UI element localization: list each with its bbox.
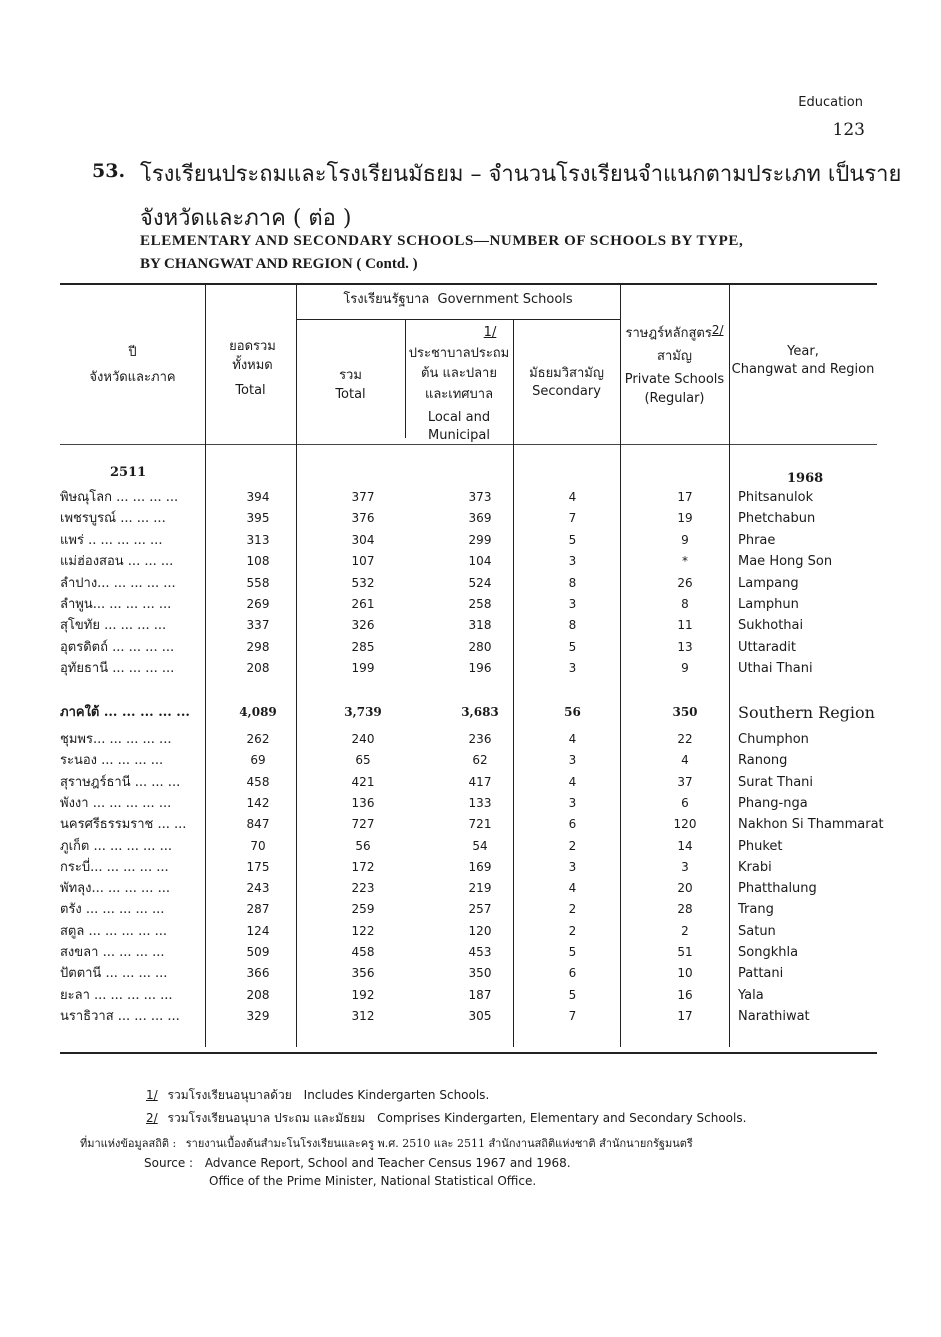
row-province-en: Phang-nga [738,795,808,811]
row-province-th: สุโขทัย ... ... ... ... [60,618,167,634]
row-private: 16 [677,987,693,1002]
title-english-line2: BY CHANGWAT AND REGION ( Contd. ) [140,256,418,272]
row-province-th: ปัตตานี ... ... ... ... [60,966,168,982]
row-province-th: ชุมพร... ... ... ... ... [60,732,172,747]
row-private: 11 [677,618,693,633]
header-secondary-en: Secondary [532,384,601,399]
row-total: 458 [246,774,270,789]
row-province-th: ตรัง ... ... ... ... ... [60,902,165,918]
footnote-1-th: รวมโรงเรียนอนุบาลด้วย [167,1088,292,1102]
source-english-line2: Office of the Prime Minister, National Statistical Office. [209,1174,537,1188]
row-total: 262 [246,732,270,746]
header-secondary-th: มัธยมวิสามัญ [529,366,604,381]
row-province-en: Phatthalung [738,881,817,897]
row-private: 26 [677,575,693,590]
row-local: 318 [468,618,492,633]
row-total: 4,089 [239,705,277,719]
row-province-en: Mae Hong Son [738,554,833,570]
row-local: 133 [468,795,492,810]
row-secondary: 5 [568,945,577,959]
row-province-en: Lamphun [738,597,799,612]
row-local: 257 [468,902,492,917]
row-total: 509 [246,945,270,959]
row-gov-total: 223 [351,881,375,896]
row-local: 258 [468,597,492,611]
row-local: 373 [468,490,492,504]
header-gov-total-en: Total [335,387,366,402]
row-province-en: Songkhla [738,945,799,960]
row-secondary: 7 [568,511,577,526]
row-private: 19 [677,511,693,526]
row-province-en: Trang [738,902,774,918]
gov-group-th-label: โรงเรียนรัฐบาล [343,292,430,307]
row-private: 6 [681,795,689,810]
row-province-th: สตูล ... ... ... ... ... [60,923,167,939]
row-total: 208 [246,987,270,1002]
row-total: 847 [246,817,270,832]
row-province-en: Sukhothai [738,618,804,634]
row-private: 13 [677,639,693,654]
row-local: 120 [468,923,492,938]
row-total: 558 [246,575,270,590]
row-secondary: 4 [568,490,577,504]
header-local-note: 1/ [483,325,497,340]
row-private: 2 [681,923,689,938]
row-secondary: 3 [568,554,577,569]
title-thai-line1: โรงเรียนประถมและโรงเรียนมัธยม – จำนวนโรงเรียนจำแนกตามประเภท เป็นราย [140,162,902,187]
row-local: 280 [468,639,492,654]
row-total: 70 [250,838,266,853]
row-secondary: 4 [568,881,577,896]
footnote-2-en: Comprises Kindergarten, Elementary and Secondary Schools. [377,1111,747,1125]
row-private: 10 [677,966,693,981]
section-label: Education [798,95,863,110]
title-thai-line2: จังหวัดและภาค ( ต่อ ) [140,206,352,231]
row-private: 350 [672,705,698,719]
header-grand-total-en: Total [235,383,266,398]
table-top-rule [60,283,877,285]
row-gov-total: 377 [351,490,375,504]
row-total: 329 [246,1008,270,1023]
row-gov-total: 122 [351,923,375,938]
row-gov-total: 312 [351,1008,375,1023]
row-province-en: Chumphon [738,732,809,747]
row-province-th: นครศรีธรรมราช ... ... [60,817,187,833]
row-secondary: 5 [568,639,577,654]
header-private-th2: สามัญ [657,349,692,364]
row-province-en: Krabi [738,859,772,875]
row-total: 69 [250,753,266,768]
row-secondary: 2 [568,902,577,917]
table-bottom-rule [60,1052,877,1054]
header-local-th1: ประชาบาลประถม [408,346,510,361]
row-secondary: 4 [568,732,577,746]
title-english-line1: ELEMENTARY AND SECONDARY SCHOOLS—NUMBER OF SCHOOLS BY TYPE, [140,233,744,249]
row-province-th: พังงา ... ... ... ... ... [60,795,172,811]
row-total: 243 [246,881,270,896]
row-province-en: Yala [738,987,764,1003]
row-province-en: Satun [738,923,776,939]
row-local: 169 [468,859,492,874]
row-gov-total: 458 [351,945,375,959]
row-local: 721 [468,817,492,832]
row-private: 120 [673,817,697,832]
row-secondary: 7 [568,1008,577,1023]
row-secondary: 4 [568,774,577,789]
row-total: 366 [246,966,270,981]
row-province-en: Phrae [738,532,776,548]
row-local: 104 [468,554,492,569]
row-province-th: ลำพูน... ... ... ... ... [60,597,172,612]
row-province-th: นราธิวาส ... ... ... ... [60,1008,180,1024]
header-local-en1: Local and [427,410,491,425]
row-private: 37 [677,774,693,789]
source-english-text1: Advance Report, School and Teacher Census 1967 and 1968. [204,1156,571,1170]
row-gov-total: 107 [351,554,375,569]
row-gov-total: 356 [351,966,375,981]
row-secondary: 3 [568,597,577,611]
source-english-label: Source : [144,1156,194,1170]
header-local-th2: ต้น และปลาย [421,366,497,381]
row-province-en: Nakhon Si Thammarat [738,817,884,833]
row-private: 3 [681,859,689,874]
footnote-1-en: Includes Kindergarten Schools. [303,1088,490,1102]
header-grand-total-th: ยอดรวมทั้งหมด [229,339,276,373]
header-private-th1 [620,321,729,343]
row-province-en: Uttaradit [738,639,796,655]
row-gov-total: 136 [351,795,375,810]
row-province-th: อุตรดิตถ์ ... ... ... ... [60,639,175,655]
row-secondary: 6 [568,817,577,832]
row-province-th: แม่ฮ่องสอน ... ... ... [60,554,174,570]
row-local: 417 [468,774,492,789]
row-province-en: Pattani [738,966,784,982]
row-gov-total: 192 [351,987,375,1002]
row-province-th: ลำปาง... ... ... ... ... [60,575,176,591]
row-secondary: 3 [568,753,577,768]
row-province-en: Southern Region [738,703,875,722]
row-province-en: Uthai Thani [738,661,813,677]
row-private: 17 [677,1008,693,1023]
row-secondary: 5 [568,987,577,1002]
row-private: 51 [677,945,693,959]
footnote-2-th: รวมโรงเรียนอนุบาล ประถม และมัธยม [167,1111,366,1125]
row-private: 20 [677,881,693,896]
row-province-en: Ranong [738,753,788,769]
row-gov-total: 240 [351,732,375,746]
row-province-th: ภาคใต้ ... ... ... ... ... [60,705,190,720]
row-secondary: 8 [568,618,577,633]
row-gov-total: 376 [351,511,375,526]
row-total: 298 [246,639,270,654]
row-gov-total: 3,739 [344,705,382,719]
row-province-th: พัทลุง... ... ... ... ... [60,881,170,897]
row-gov-total: 532 [351,575,375,590]
row-province-th: แพร่ .. ... ... ... ... [60,532,163,548]
source-thai-text: รายงานเบื้องต้นสำมะโนโรงเรียนและครู พ.ศ. 2510 และ 2511 สำนักงานสถิติแห่งชาติ สำนักนายกรัฐมนตรี [185,1137,693,1150]
row-province-th: เพชรบูรณ์ ... ... ... [60,511,166,527]
row-total: 287 [246,902,270,917]
row-gov-total: 261 [351,597,375,611]
private-note: 2/ [711,323,724,337]
row-province-th: กระบี่... ... ... ... ... [60,859,169,875]
row-local: 453 [468,945,492,959]
row-local: 350 [468,966,492,981]
header-region-en: Changwat and Region [731,362,875,377]
row-private: * [682,554,688,569]
row-secondary: 5 [568,532,577,547]
row-total: 208 [246,661,270,676]
gov-group-en-label: Government Schools [437,292,573,307]
row-province-th: พิษณุโลก ... ... ... ... [60,490,179,505]
row-province-en: Lampang [738,575,799,591]
header-gov-total-th: รวม [339,368,362,383]
row-local: 236 [468,732,492,746]
row-secondary: 3 [568,859,577,874]
row-total: 269 [246,597,270,611]
row-local: 3,683 [461,705,499,719]
row-gov-total: 56 [355,838,371,853]
row-private: 9 [681,661,689,676]
source-english [144,1156,571,1170]
row-total: 394 [246,490,270,504]
source-thai [80,1134,693,1152]
year-th-label: 2511 [110,465,147,480]
row-gov-total: 421 [351,774,375,789]
footnote-1-mark: 1/ [146,1088,158,1102]
footnote-1 [146,1086,489,1105]
table-number: 53. [92,160,126,182]
footnote-2 [146,1109,746,1128]
header-local-th3: และเทศบาล [424,387,494,402]
gov-group-underline [296,319,620,320]
row-secondary: 8 [568,575,577,590]
row-total: 142 [246,795,270,810]
row-private: 14 [677,838,693,853]
row-province-th: สงขลา ... ... ... ... [60,945,165,960]
row-total: 313 [246,532,270,547]
row-local: 305 [468,1008,492,1023]
row-secondary: 2 [568,838,577,853]
row-province-en: Phetchabun [738,511,816,527]
row-gov-total: 727 [351,817,375,832]
footnote-2-mark: 2/ [146,1111,158,1125]
row-gov-total: 65 [355,753,371,768]
row-secondary: 6 [568,966,577,981]
page-number: 123 [832,120,865,140]
row-local: 369 [468,511,492,526]
header-year-en: Year, [787,344,819,359]
header-local-en2: Municipal [428,428,490,443]
header-private-en1: Private Schools [624,372,725,387]
row-secondary: 3 [568,661,577,676]
row-province-en: Narathiwat [738,1008,810,1024]
row-private: 17 [677,490,693,504]
header-gov-group-th [296,290,620,309]
row-secondary: 56 [564,705,581,719]
header-year-th: ปี [128,345,137,360]
row-gov-total: 285 [351,639,375,654]
row-total: 337 [246,618,270,633]
row-secondary: 3 [568,795,577,810]
row-gov-total: 199 [351,661,375,676]
row-private: 4 [681,753,689,768]
row-local: 299 [468,532,492,547]
private-th1-label: ราษฎร์หลักสูตร [625,326,712,341]
row-total: 108 [246,554,270,569]
row-province-th: อุทัยธานี ... ... ... ... [60,661,175,677]
row-province-en: Phitsanulok [738,490,814,505]
header-private-en2: (Regular) [644,391,705,406]
row-total: 124 [246,923,270,938]
row-total: 175 [246,859,270,874]
year-en-label: 1968 [787,471,824,486]
row-local: 219 [468,881,492,896]
row-total: 395 [246,511,270,526]
row-gov-total: 172 [351,859,375,874]
row-local: 187 [468,987,492,1002]
row-province-en: Phuket [738,838,783,854]
source-thai-label: ที่มาแห่งข้อมูลสถิติ : [80,1137,177,1150]
row-secondary: 2 [568,923,577,938]
row-province-th: ภูเก็ต ... ... ... ... ... [60,838,172,854]
row-local: 524 [468,575,492,590]
row-private: 22 [677,732,693,746]
row-province-th: สุราษฎร์ธานี ... ... ... [60,774,181,790]
header-province-th: จังหวัดและภาค [89,370,176,385]
row-province-en: Surat Thani [738,774,814,790]
row-province-th: ระนอง ... ... ... ... [60,753,164,769]
row-private: 28 [677,902,693,917]
row-private: 9 [681,532,689,547]
row-local: 62 [472,753,488,768]
row-gov-total: 326 [351,618,375,633]
row-local: 196 [468,661,492,676]
row-gov-total: 304 [351,532,375,547]
row-province-th: ยะลา ... ... ... ... ... [60,987,173,1003]
row-local: 54 [472,838,488,853]
row-private: 8 [681,597,689,611]
row-gov-total: 259 [351,902,375,917]
